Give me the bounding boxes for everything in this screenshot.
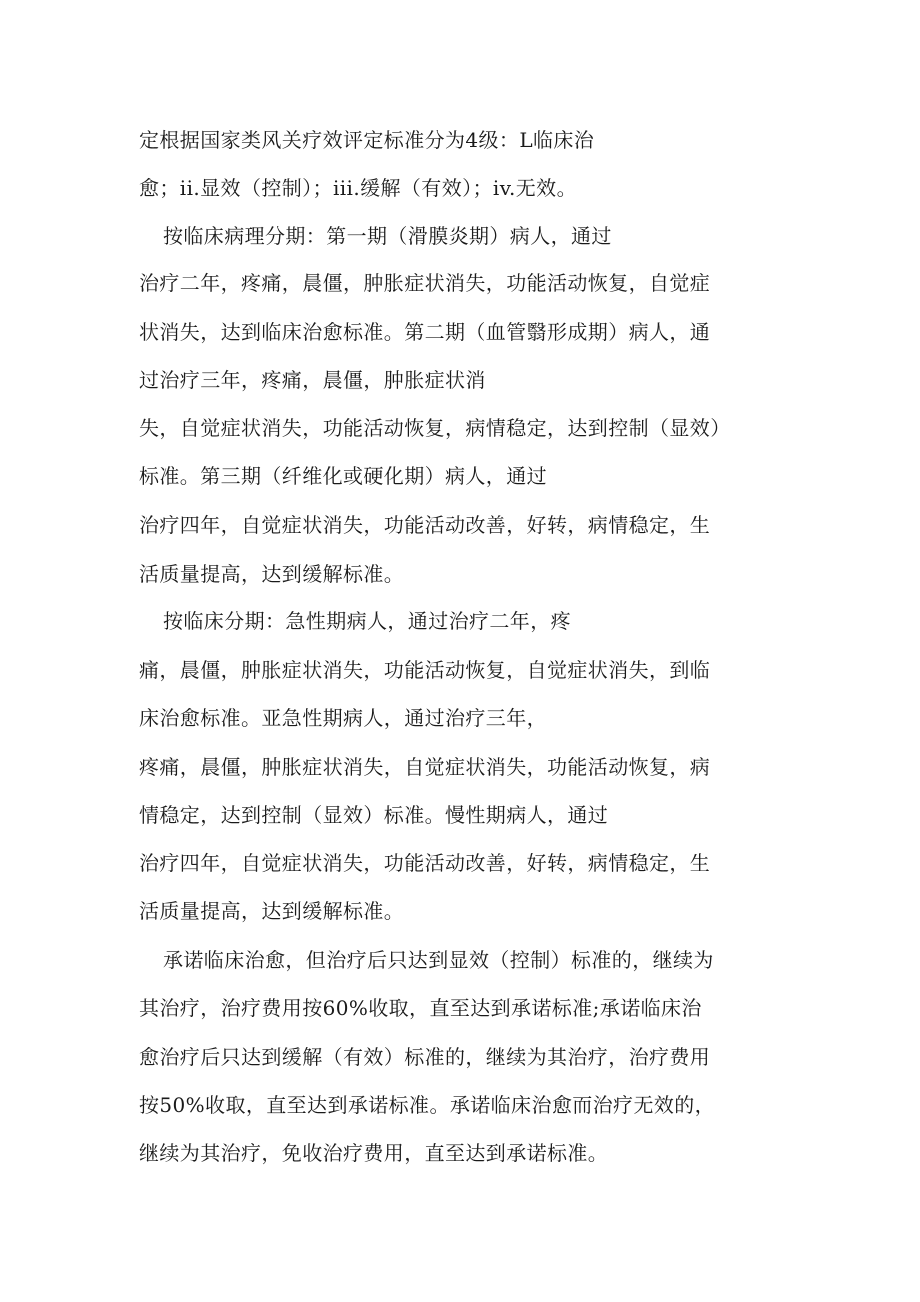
paragraph-start-line: 承诺临床治愈，但治疗后只达到显效（控制）标准的，继续为 xyxy=(163,948,714,972)
text-line: 活质量提高，达到缓解标准。 xyxy=(139,562,405,586)
text-line: 治疗二年，疼痛，晨僵，肿胀症状消失，功能活动恢复，自觉症 xyxy=(139,271,711,295)
text-line: 治疗四年，自觉症状消失，功能活动改善，好转，病情稳定，生 xyxy=(139,513,711,537)
text-line: 失，自觉症状消失，功能活动恢复，病情稳定，达到控制（显效） xyxy=(139,416,731,440)
text-line: 过治疗三年，疼痛，晨僵，肿胀症状消 xyxy=(139,368,486,392)
paragraph-start-line: 按临床分期：急性期病人，通过治疗二年，疼 xyxy=(163,609,571,633)
text-line: 按50%收取，直至达到承诺标准。承诺临床治愈而治疗无效的， xyxy=(139,1093,716,1117)
text-line: 情稳定，达到控制（显效）标准。慢性期病人，通过 xyxy=(139,803,609,827)
text-line: 治疗四年，自觉症状消失，功能活动改善，好转，病情稳定，生 xyxy=(139,851,711,875)
text-line: 愈治疗后只达到缓解（有效）标准的，继续为其治疗，治疗费用 xyxy=(139,1045,711,1069)
paragraph-start-line: 按临床病理分期：第一期（滑膜炎期）病人，通过 xyxy=(163,224,612,248)
text-line: 床治愈标准。亚急性期病人，通过治疗三年， xyxy=(139,706,547,730)
text-line: 其治疗，治疗费用按60%收取，直至达到承诺标准;承诺临床治 xyxy=(139,996,702,1020)
text-line: 疼痛，晨僵，肿胀症状消失，自觉症状消失，功能活动恢复，病 xyxy=(139,755,711,779)
text-line: 活质量提高，达到缓解标准。 xyxy=(139,899,405,923)
text-line: 标准。第三期（纤维化或硬化期）病人，通过 xyxy=(139,464,547,488)
text-line: 状消失，达到临床治愈标准。第二期（血管翳形成期）病人，通 xyxy=(139,320,711,344)
text-line: 愈；ii.显效（控制）；iii.缓解（有效）；iv.无效。 xyxy=(139,176,577,200)
text-line: 痛，晨僵，肿胀症状消失，功能活动恢复，自觉症状消失，到临 xyxy=(139,658,711,682)
text-line: 继续为其治疗，免收治疗费用，直至达到承诺标准。 xyxy=(139,1141,609,1165)
text-line: 定根据国家类风关疗效评定标准分为4级：L临床治 xyxy=(139,128,595,152)
